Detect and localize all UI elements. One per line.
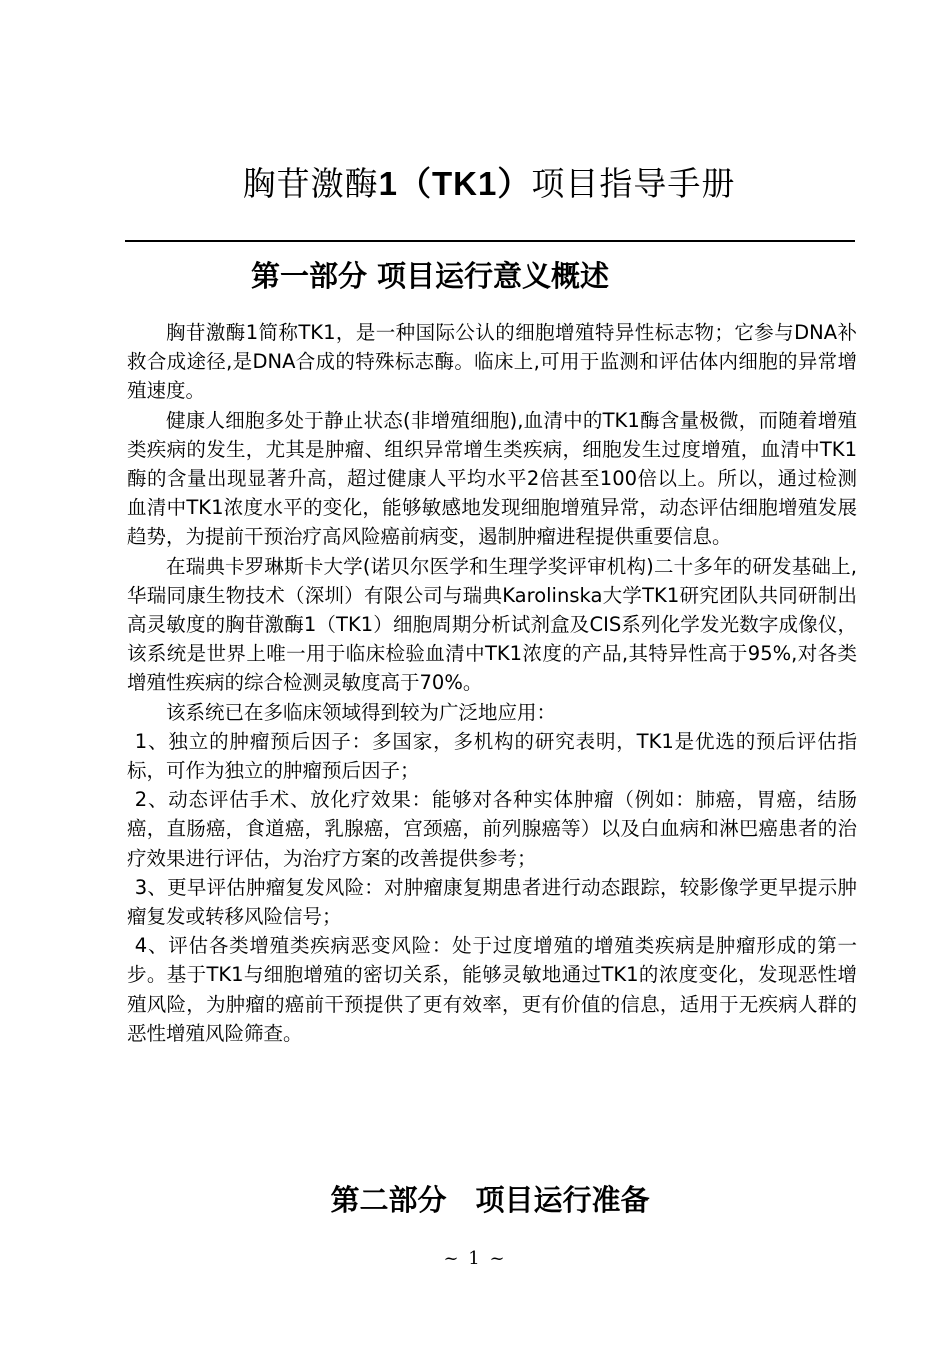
section-1-body <box>127 318 857 1048</box>
page-number: ~ 1 ~ <box>443 1248 507 1269</box>
list-item: 4、评估各类增殖类疾病恶变风险：处于过度增殖的增殖类疾病是肿瘤形成的第一步。基于TK1与细胞增殖的密切关系，能够灵敏地通过TK1的浓度变化，发现恶性增殖风险，为肿瘤的癌前干预提供了更有效率，更有价值的信息，适用于无疾病人群的恶性增殖风险筛查。 <box>127 934 857 1045</box>
section-2-heading: 第二部分 项目运行准备 <box>330 1183 650 1217</box>
list-item: 2、动态评估手术、放化疗效果：能够对各种实体肿瘤（例如：肺癌，胃癌，结肠癌，直肠癌，食道癌，乳腺癌，宫颈癌，前列腺癌等）以及白血病和淋巴癌患者的治疗效果进行评估，为治疗方案的改善提供参考； <box>127 788 857 870</box>
section-1-heading: 第一部分 项目运行意义概述 <box>250 259 610 293</box>
list-item: 1、独立的肿瘤预后因子：多国家，多机构的研究表明，TK1是优选的预后评估指标，可作为独立的肿瘤预后因子； <box>127 729 857 783</box>
paragraph: 该系统已在多临床领域得到较为广泛地应用： <box>166 700 557 724</box>
list-item: 3、更早评估肿瘤复发风险：对肿瘤康复期患者进行动态跟踪，较影像学更早提示肿瘤复发或转移风险信号； <box>127 875 857 929</box>
title-code: 1（TK1） <box>378 165 532 202</box>
document-title <box>125 160 853 208</box>
title-prefix: 胸苷激酶 <box>242 164 379 203</box>
paragraph: 健康人细胞多处于静止状态(非增殖细胞),血清中的TK1酶含量极微，而随着增殖类疾病的发生，尤其是肿瘤、组织异常增生类疾病，细胞发生过度增殖，血清中TK1酶的含量出现显著升高，超过健康人平均水平2倍甚至100倍以上。所以，通过检测血清中TK1浓度水平的变化，能够敏感地发现细胞增殖异常，动态评估细胞增殖发展趋势，为提前干预治疗高风险癌前病变，遏制肿瘤进程提供重要信息。 <box>127 408 857 549</box>
paragraph: 胸苷激酶1简称TK1，是一种国际公认的细胞增殖特异性标志物；它参与DNA补救合成途径,是DNA合成的特殊标志酶。临床上,可用于监测和评估体内细胞的异常增殖速度。 <box>127 321 857 403</box>
title-divider <box>125 240 855 242</box>
title-suffix: 项目指导手册 <box>531 164 736 203</box>
paragraph: 在瑞典卡罗琳斯卡大学(诺贝尔医学和生理学奖评审机构)二十多年的研发基础上,华瑞同康生物技术（深圳）有限公司与瑞典Karolinska大学TK1研究团队共同研制出高灵敏度的胸苷激酶1（TK1）细胞周期分析试剂盒及CIS系列化学发光数字成像仪，该系统是世界上唯一用于临床检验血清中TK1浓度的产品,其特异性高于95%,对各类增殖性疾病的综合检测灵敏度高于70%。 <box>127 554 857 695</box>
